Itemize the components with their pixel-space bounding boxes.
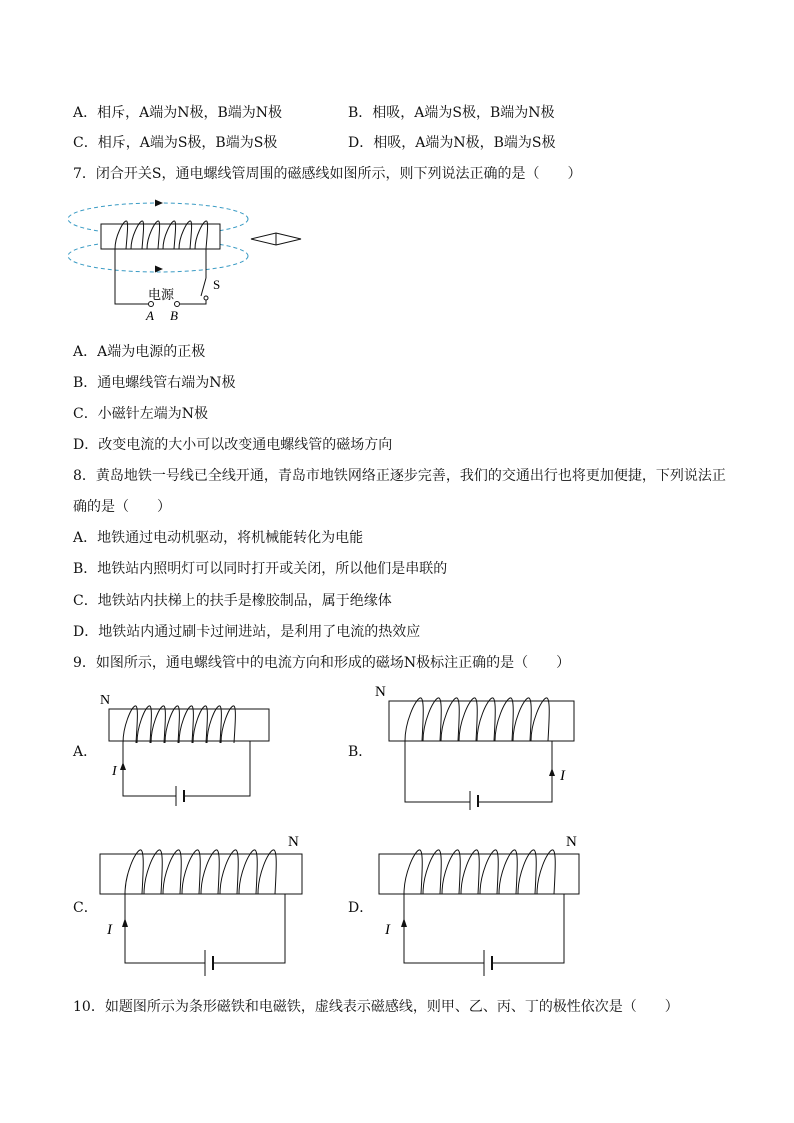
q7-terminal-a-label: A bbox=[146, 308, 154, 323]
q9-a-pole-label: N bbox=[100, 693, 111, 708]
q9-b-wire-right bbox=[478, 741, 552, 802]
q7-field-arrow-top bbox=[155, 200, 163, 207]
q7-wire-left bbox=[115, 249, 148, 304]
q7-switch-label: S bbox=[213, 277, 221, 292]
q7-field-arrow-bottom bbox=[155, 266, 163, 273]
q7-option-b: B．通电螺线管右端为N极 bbox=[73, 375, 236, 391]
q9-d-current-label: I bbox=[385, 922, 390, 938]
q7-switch-blade bbox=[201, 278, 206, 296]
q6-option-c: C．相斥，A端为S极，B端为S极 bbox=[73, 135, 278, 151]
q9-d-pole-label: N bbox=[566, 834, 577, 850]
q9-c-wire-left bbox=[125, 894, 205, 963]
q9-b-current-label: I bbox=[560, 768, 565, 784]
q9-a-core bbox=[109, 709, 269, 741]
q7-wire-bottom bbox=[180, 300, 206, 304]
q9-option-d-label: D． bbox=[348, 900, 374, 916]
q9-b-pole-label: N bbox=[375, 684, 386, 700]
q9-c-wire-right bbox=[213, 894, 285, 963]
q7-terminal-a-dot bbox=[149, 302, 154, 307]
q7-power-label: 电源 bbox=[148, 287, 175, 302]
q9-c-current-label: I bbox=[107, 922, 112, 938]
q10-stem: 10．如题图所示为条形磁铁和电磁铁，虚线表示磁感线，则甲、乙、丙、丁的极性依次是（ ） bbox=[73, 999, 679, 1015]
q7-terminal-b-label: B bbox=[170, 308, 178, 323]
q8-option-c: C．地铁站内扶梯上的扶手是橡胶制品，属于绝缘体 bbox=[73, 593, 392, 609]
q9-b-core bbox=[389, 701, 574, 741]
q7-solenoid-core bbox=[101, 224, 220, 249]
q9-b-wire-left bbox=[405, 741, 470, 802]
q9-figure-b bbox=[372, 680, 582, 810]
q9-option-a-label: A． bbox=[73, 744, 98, 760]
q7-option-c: C．小磁针左端为N极 bbox=[73, 406, 208, 422]
q6-option-d: D．相吸，A端为N极，B端为S极 bbox=[348, 135, 556, 151]
q8-stem-line1: 8．黄岛地铁一号线已全线开通，青岛市地铁网络正逐步完善，我们的交通出行也将更加便捷，下列说法正 bbox=[73, 468, 726, 484]
q6-option-a: A．相斥，A端为N极，B端为N极 bbox=[73, 105, 283, 121]
q9-option-b-label: B． bbox=[348, 744, 373, 760]
q8-option-a: A．地铁通过电动机驱动，将机械能转化为电能 bbox=[73, 530, 364, 546]
q7-option-d: D．改变电流的大小可以改变通电螺线管的磁场方向 bbox=[73, 437, 393, 453]
q8-option-d: D．地铁站内通过刷卡过闸进站，是利用了电流的热效应 bbox=[73, 624, 421, 640]
q7-stem: 7．闭合开关S，通电螺线管周围的磁感线如图所示，则下列说法正确的是（ ） bbox=[73, 166, 582, 182]
q9-figure-c bbox=[95, 830, 315, 978]
q9-figure-a bbox=[95, 682, 275, 807]
q9-a-current-label: I bbox=[112, 764, 117, 779]
q7-switch-contact bbox=[204, 296, 208, 300]
q9-a-current-arrow bbox=[120, 762, 126, 770]
q6-option-b: B．相吸，A端为S极，B端为N极 bbox=[348, 105, 555, 121]
q9-c-current-arrow bbox=[122, 918, 128, 927]
q9-a-wire-left bbox=[123, 743, 176, 796]
q9-b-current-arrow bbox=[549, 768, 555, 776]
q9-d-wire-left bbox=[404, 894, 484, 963]
q9-c-pole-label: N bbox=[288, 834, 299, 850]
q7-terminal-b-dot bbox=[175, 302, 180, 307]
q9-d-wire-right bbox=[492, 894, 564, 963]
q9-figure-d bbox=[375, 830, 590, 978]
q9-option-c-label: C． bbox=[73, 900, 98, 916]
q9-a-wire-right bbox=[184, 741, 250, 796]
q8-stem-line2: 确的是（ ） bbox=[73, 499, 171, 515]
q9-d-current-arrow bbox=[401, 918, 407, 927]
q8-option-b: B．地铁站内照明灯可以同时打开或关闭，所以他们是串联的 bbox=[73, 561, 448, 577]
q7-option-a: A．A端为电源的正极 bbox=[73, 344, 206, 360]
q9-stem: 9．如图所示，通电螺线管中的电流方向和形成的磁场N极标注正确的是（ ） bbox=[73, 655, 571, 671]
q7-solenoid-figure bbox=[60, 190, 320, 330]
